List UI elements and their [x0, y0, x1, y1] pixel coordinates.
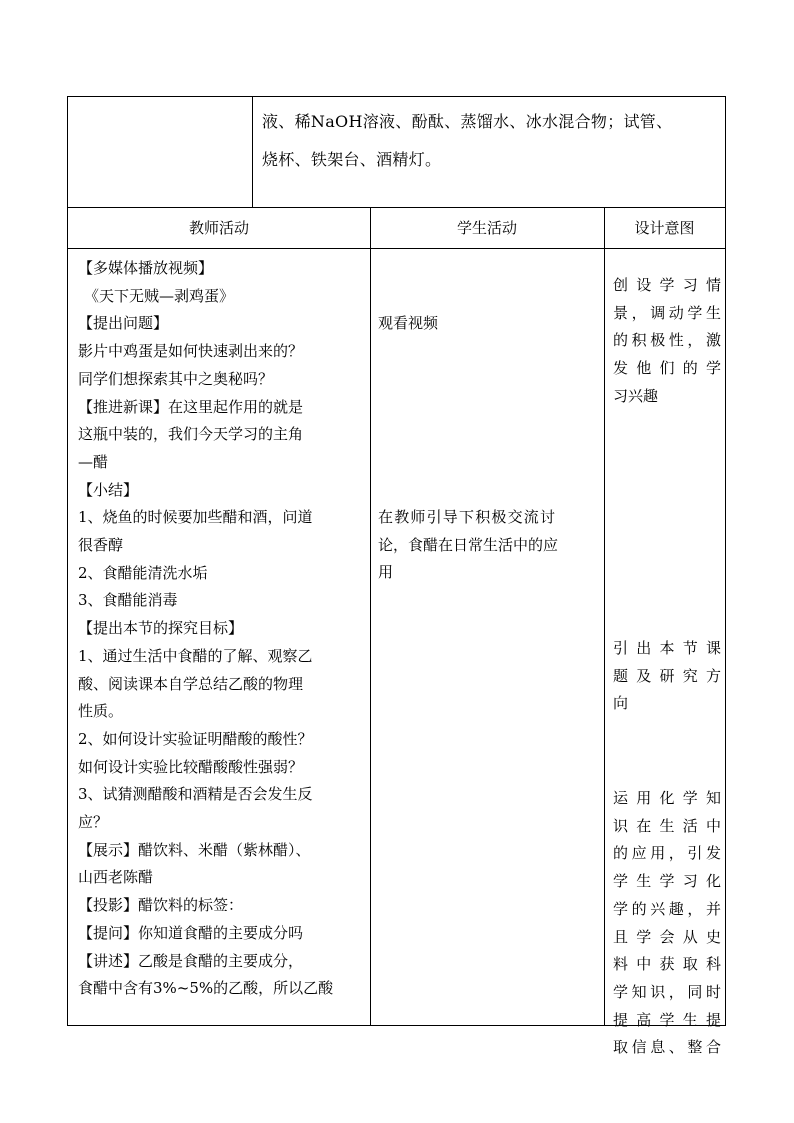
teacher-line: 2、食醋能清洗水垢 — [78, 563, 208, 582]
design-intent-block — [613, 635, 721, 718]
teacher-line: 如何设计实验比较醋酸酸性强弱？ — [78, 757, 304, 776]
teacher-line: 酸、阅读课本自学总结乙酸的物理 — [78, 674, 304, 693]
design-line: 运用化学知 — [613, 789, 721, 807]
activity-table — [67, 208, 726, 1057]
design-line: 学的兴趣，并 — [613, 899, 721, 918]
header-teacher-activity: 教师活动 — [68, 208, 370, 249]
header-student-activity: 学生活动 — [370, 208, 604, 249]
teacher-line: 【提问】你知道食醋的主要成分吗 — [78, 923, 304, 942]
teacher-line: 【提出本节的探究目标】 — [78, 619, 244, 638]
design-line: 的应用，引发 — [613, 844, 721, 863]
design-line: 学知识，同时 — [613, 982, 721, 1001]
teacher-line: 【推进新课】在这里起作用的就是 — [78, 397, 304, 416]
design-line: 习兴趣 — [613, 386, 659, 405]
teacher-line: 2、如何设计实验证明醋酸的酸性？ — [78, 729, 313, 748]
teacher-line: 这瓶中装的，我们今天学习的主角 — [78, 425, 304, 444]
design-line: 发他们的学 — [613, 359, 721, 378]
design-intent-block — [613, 272, 721, 411]
header-design-intent: 设计意图 — [604, 208, 725, 249]
materials-line: 烧杯、铁架台、酒精灯。 — [262, 150, 442, 169]
design-line: 题及研究方 — [613, 666, 721, 685]
teacher-line: 3、试猜测醋酸和酒精是否会发生反 — [78, 785, 313, 804]
materials-table — [67, 96, 726, 208]
materials-content-cell — [262, 103, 724, 179]
student-line: 观看视频 — [378, 314, 439, 332]
teacher-line: 1、烧鱼的时候要加些醋和酒，问道 — [78, 508, 313, 527]
teacher-line: 【投影】醋饮料的标签： — [78, 896, 244, 915]
teacher-line: 《天下无贼—剥鸡蛋》 — [84, 286, 235, 305]
design-line: 取信息、整合 — [613, 1038, 721, 1057]
teacher-line: 很香醇 — [78, 536, 124, 555]
student-activity-block — [378, 504, 600, 587]
teacher-line: 【展示】醋饮料、米醋（紫林醋）、 — [78, 840, 311, 859]
design-line: 景，调动学生 — [613, 303, 721, 322]
teacher-line: 1、通过生活中食醋的了解、观察乙 — [78, 646, 313, 665]
design-intent-block — [613, 785, 721, 1062]
design-line: 学生学习化 — [613, 872, 721, 891]
design-line: 向 — [613, 694, 629, 713]
column-divider — [370, 208, 371, 1025]
materials-line: 液、稀NaOH溶液、酚酞、蒸馏水、冰水混合物；试管、 — [262, 112, 673, 131]
design-line: 且学会从史 — [613, 927, 721, 946]
teacher-line: 【提出问题】 — [78, 314, 169, 333]
teacher-line: 3、食醋能消毒 — [78, 591, 178, 610]
teacher-activity-cell — [78, 255, 363, 1003]
design-line: 料中获取科 — [613, 955, 721, 974]
student-line: 论，食醋在日常生活中的应 — [378, 535, 559, 554]
design-line: 提高学生提 — [613, 1010, 721, 1029]
student-activity-block — [378, 310, 600, 338]
teacher-line: 食醋中含有3%~5%的乙酸，所以乙酸 — [78, 979, 334, 998]
teacher-line: 同学们想探索其中之奥秘吗？ — [78, 369, 274, 388]
design-line: 引出本节课 — [613, 639, 721, 657]
teacher-line: 性质。 — [78, 702, 124, 721]
teacher-line: 应？ — [78, 813, 109, 832]
materials-label-cell — [68, 97, 253, 207]
teacher-line: 影片中鸡蛋是如何快速剥出来的？ — [78, 342, 304, 361]
design-line: 识在生活中 — [613, 816, 721, 835]
teacher-line: 山西老陈醋 — [78, 868, 154, 887]
design-line: 的积极性，激 — [613, 331, 721, 350]
teacher-line: 【讲述】乙酸是食醋的主要成分， — [78, 951, 304, 970]
design-line: 创设学习情 — [613, 276, 721, 294]
teacher-line: 【多媒体播放视频】 — [78, 259, 214, 277]
column-divider — [604, 208, 605, 1025]
student-line: 用 — [378, 563, 394, 582]
teacher-line: —醋 — [78, 452, 109, 471]
teacher-line: 【小结】 — [78, 480, 139, 499]
student-line: 在教师引导下积极交流讨 — [378, 508, 557, 526]
